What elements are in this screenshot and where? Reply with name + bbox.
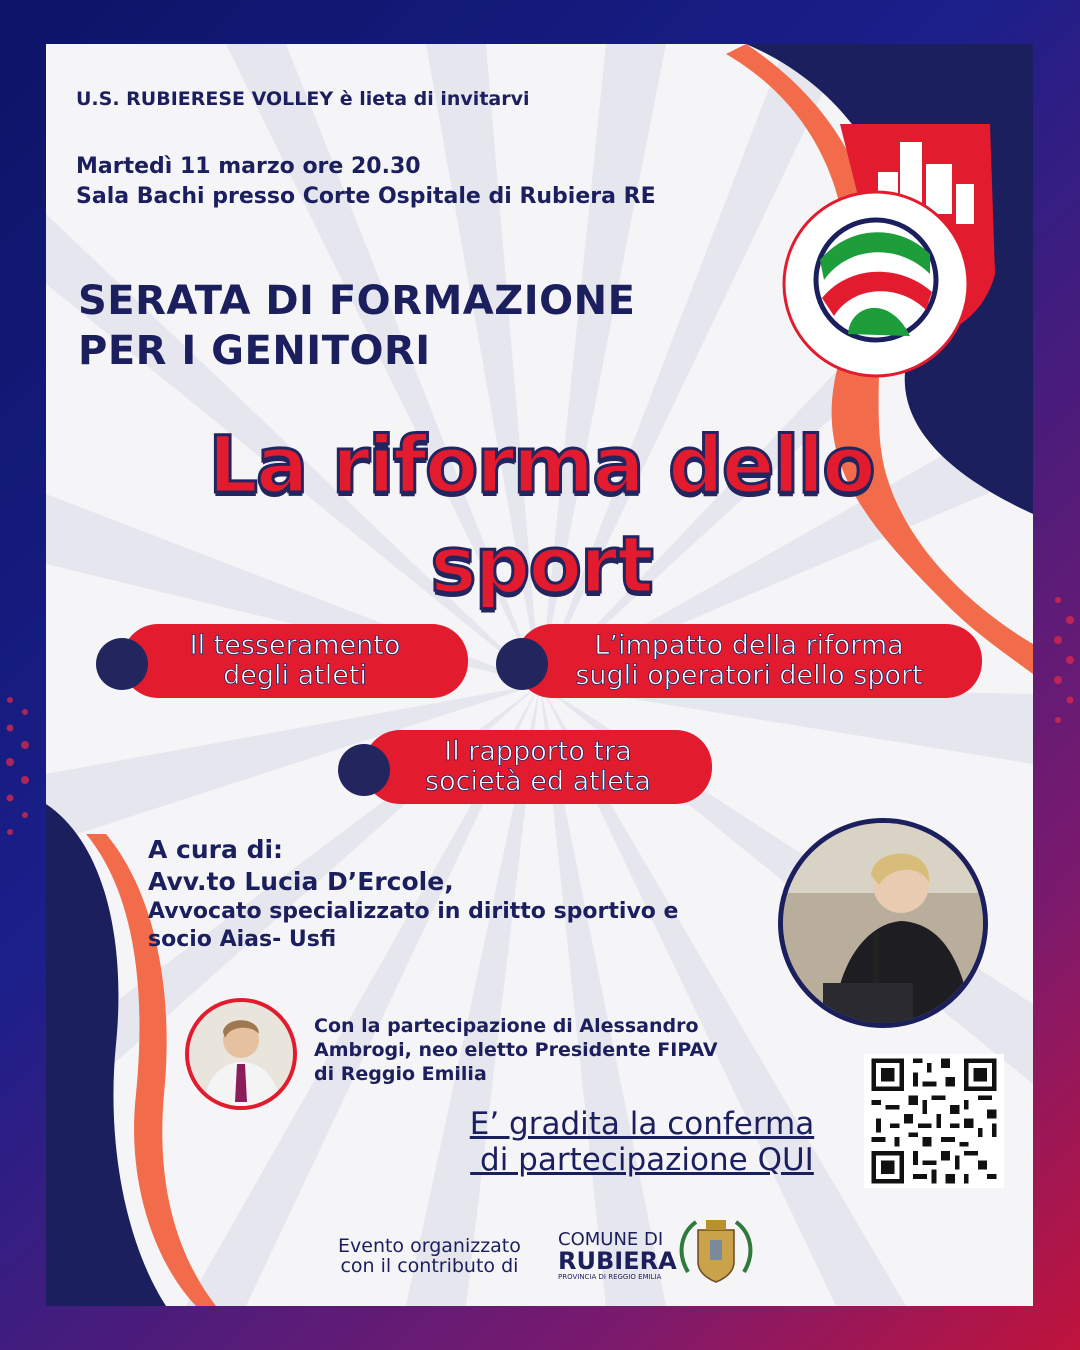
organizer-line-1: Evento organizzato [338,1235,521,1257]
event-location: Sala Bachi presso Corte Ospitale di Rubiera RE [76,184,656,209]
topic-1-line-2: degli atleti [223,660,367,691]
topic-3-line-1: Il rapporto tra [444,736,632,767]
comune-name: RUBIERA [558,1247,677,1275]
rsvp-link[interactable] [432,1106,852,1178]
topic-pill-1 [122,624,468,698]
headline-line-1: La riforma dello [208,421,874,511]
guest-photo [185,998,297,1110]
speaker-name: Avv.to Lucia D’Ercole, [148,867,454,896]
topic-bullet-3 [338,744,390,796]
comune-province: PROVINCIA DI REGGIO EMILIA [558,1273,662,1281]
invite-text: U.S. RUBIERESE VOLLEY è lieta di invitarvi [76,88,530,110]
event-type-heading [78,276,635,376]
organizer-note [338,1236,521,1276]
rsvp-line-2[interactable]: di partecipazione QUI [470,1142,814,1178]
municipality-crest-icon [676,1212,756,1292]
club-logo [750,84,1010,384]
comune-label: COMUNE DI [558,1229,664,1250]
municipality-logo [558,1230,678,1281]
speaker-role-1: Avvocato specializzato in diritto sportivo e [148,899,679,924]
topic-bullet-1 [96,638,148,690]
speaker-role-2: socio Aias- Usfi [148,927,337,952]
speaker-photo [778,818,988,1028]
serata-line-2: PER I GENITORI [78,328,431,374]
topic-bullet-2 [496,638,548,690]
guest-info [314,1014,718,1086]
guest-line-3: di Reggio Emilia [314,1063,487,1085]
topic-pill-2 [516,624,982,698]
qr-code[interactable] [864,1054,1004,1188]
guest-line-1: Con la partecipazione di Alessandro [314,1015,699,1037]
speaker-info [148,834,678,954]
invitation-card [46,44,1033,1306]
headline [106,416,976,616]
cura-label: A cura di: [148,835,284,864]
topic-pill-3 [364,730,712,804]
topic-2-line-2: sugli operatori dello sport [575,660,923,691]
headline-line-2: sport [430,521,652,611]
topic-1-line-1: Il tesseramento [189,630,401,661]
serata-line-1: SERATA DI FORMAZIONE [78,278,636,324]
organizer-line-2: con il contributo di [340,1255,519,1277]
rsvp-line-1[interactable]: E’ gradita la conferma [469,1106,815,1142]
event-date-location [76,152,656,212]
topic-2-line-1: L’impatto della riforma [594,630,904,661]
topic-3-line-2: società ed atleta [425,766,651,797]
event-date: Martedì 11 marzo ore 20.30 [76,154,421,179]
guest-line-2: Ambrogi, neo eletto Presidente FIPAV [314,1039,718,1061]
